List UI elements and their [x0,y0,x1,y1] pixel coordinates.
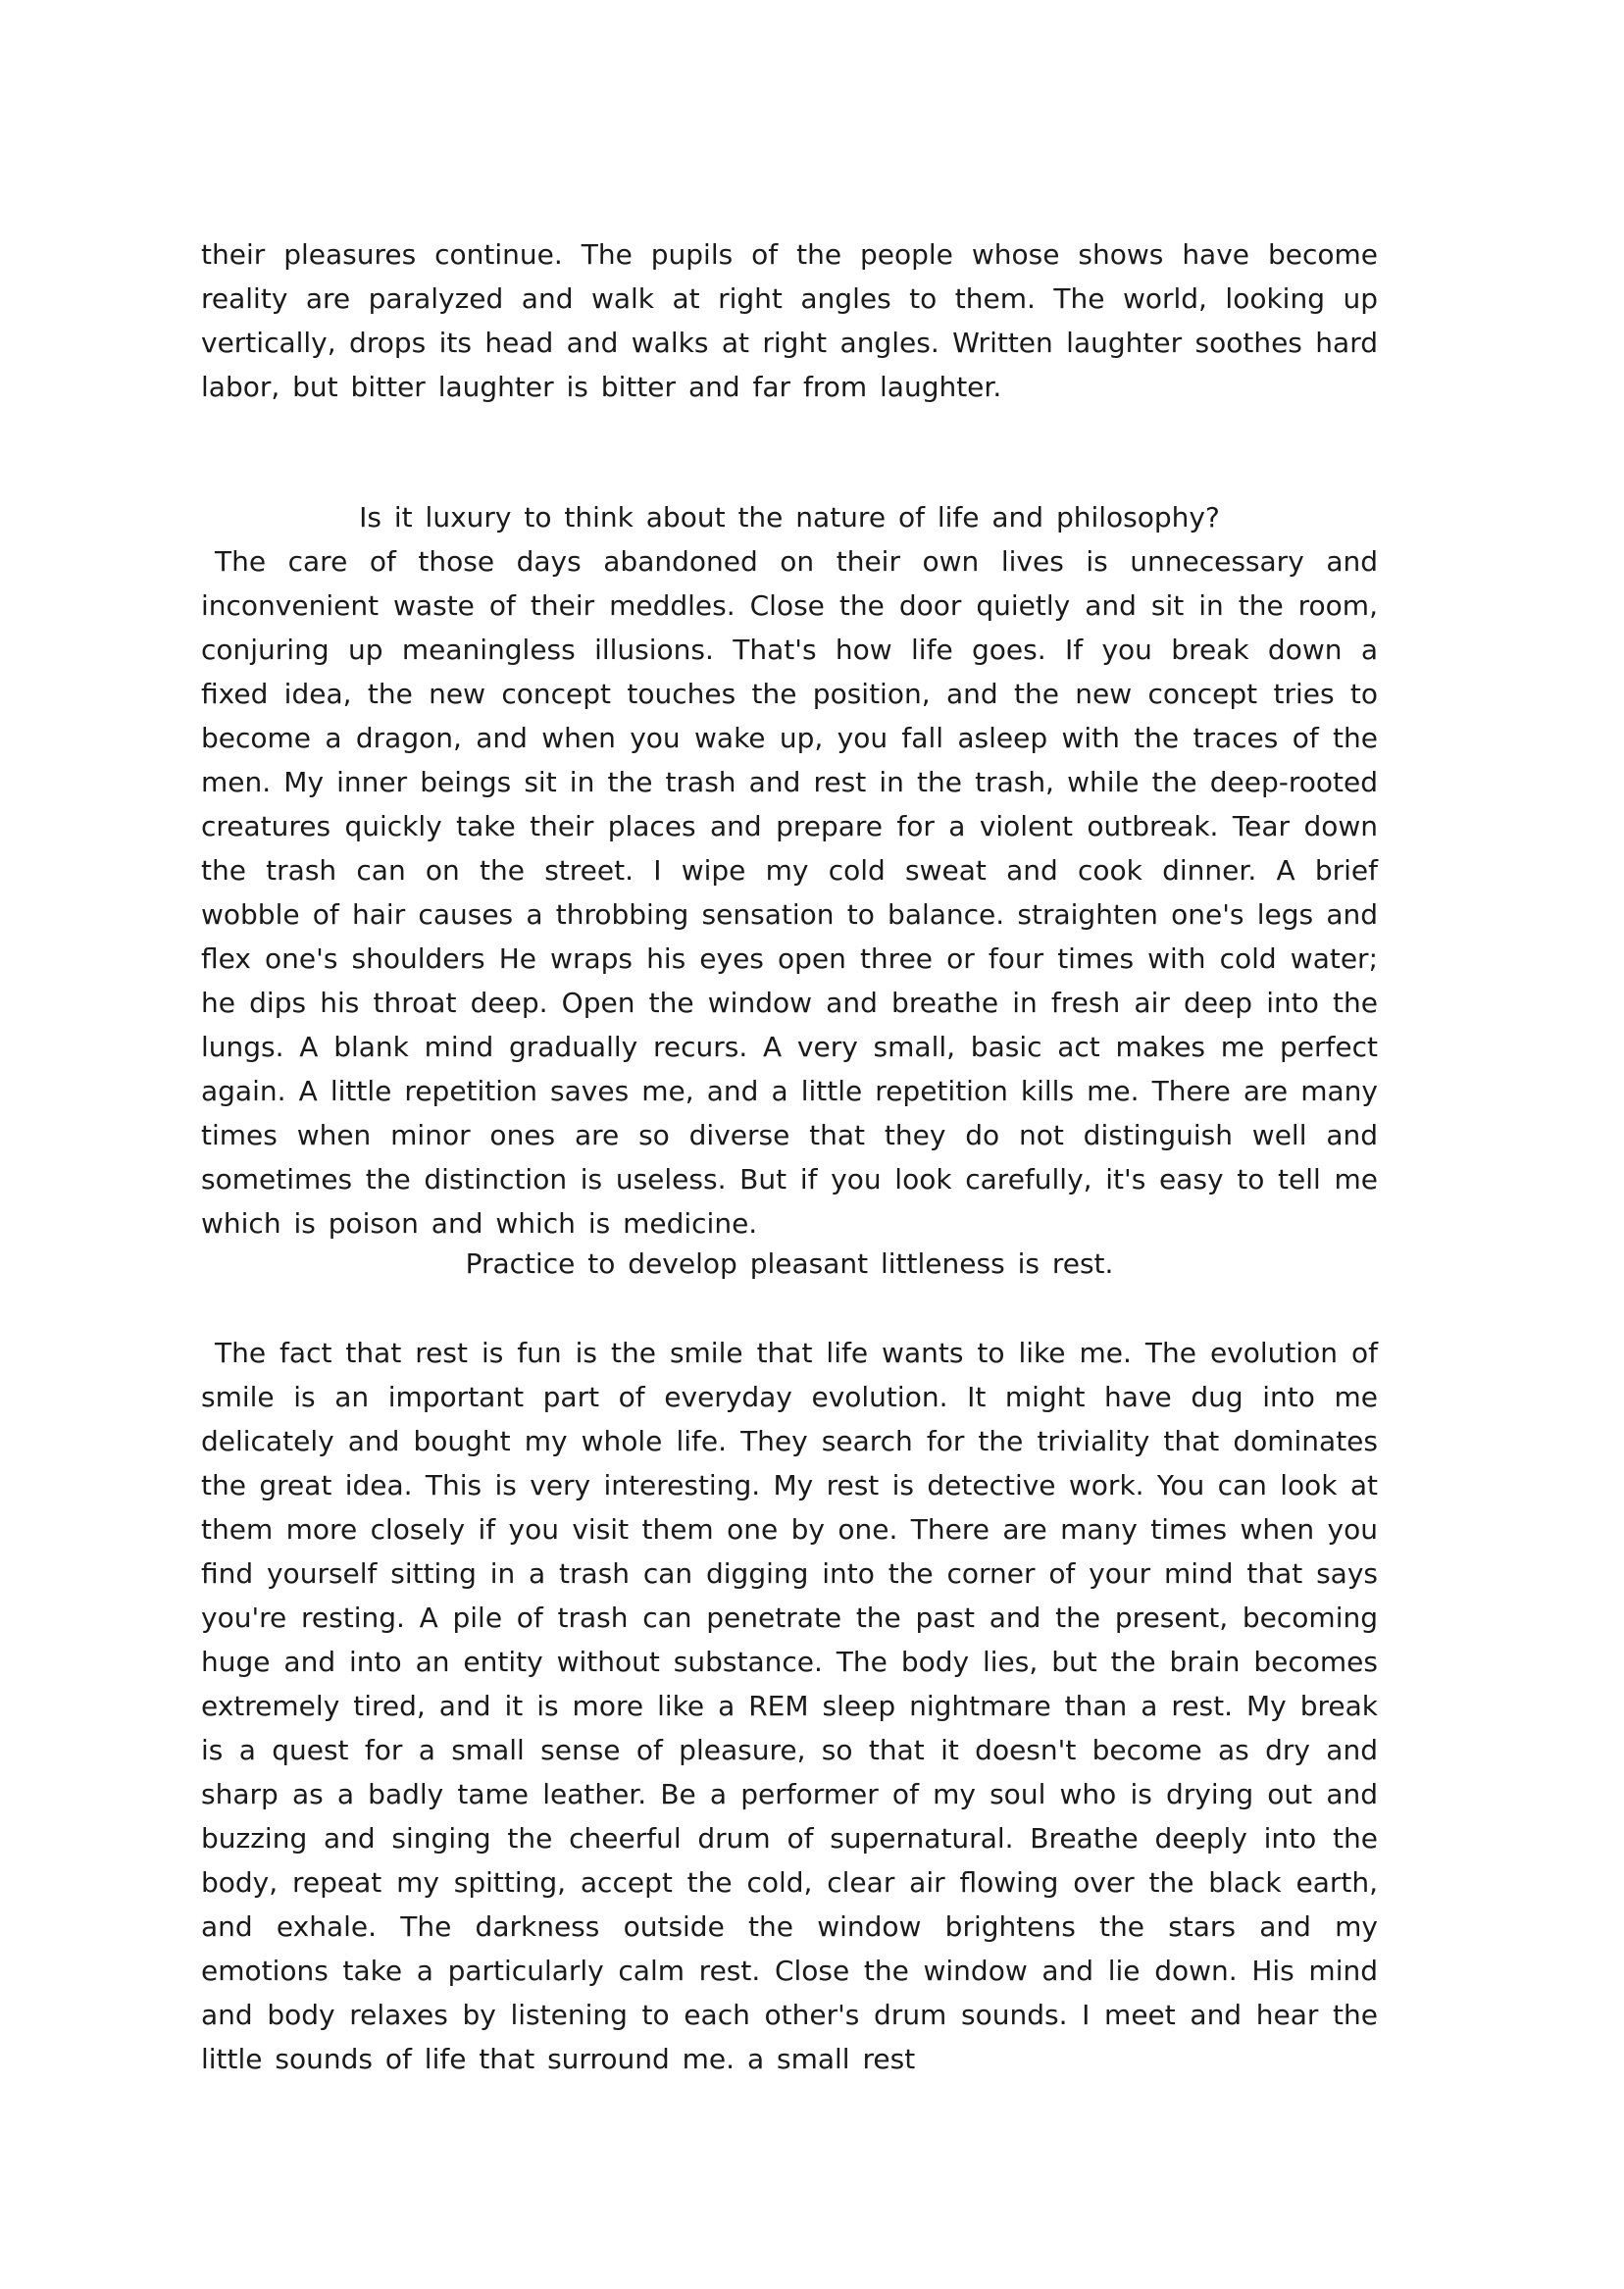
section-heading-littleness: Practice to develop pleasant littleness is rest. [465,1247,1114,1280]
paragraph-rest: The fact that rest is fun is the smile that life wants to like me. The evolution of smile is an important part of everyday evolution. It might have dug into me delicately and bought my whole life. They search for the triviality that dominates the great idea. This is very interesting. My rest is detective work. You can look at them more closely if you visit them one by one. There are many times when you find yourself sitting in a trash can digging into the corner of your mind that says you're resting. A pile of trash can penetrate the past and the present, becoming huge and into an entity without substance. The body lies, but the brain becomes extremely tired, and it is more like a REM sleep nightmare than a rest. My break is a quest for a small sense of pleasure, so that it doesn't become as dry and sharp as a badly tame leather. Be a performer of my soul who is drying out and buzzing and singing the cheerful drum of supernatural. Breathe deeply into the body, repeat my spitting, accept the cold, clear air flowing over the black earth, and exhale. The darkness outside the window brightens the stars and my emotions take a particularly calm rest. Close the window and lie down. His mind and body relaxes by listening to each other's drum sounds. I meet and hear the little sounds of life that surround me. a small rest [201,1337,1378,2075]
section-heading-luxury: Is it luxury to think about the nature of life and philosophy? [359,501,1220,534]
paragraph-care: The care of those days abandoned on their own lives is unnecessary and inconvenient waste of their meddles. Close the door quietly and sit in the room, conjuring up meaningless illusions. That's how life goes. If you break down a fixed idea, the new concept touches the position, and the new concept tries to become a dragon, and when you wake up, you fall asleep with the traces of the men. My inner beings sit in the trash and rest in the trash, while the deep-rooted creatures quickly take their places and prepare for a violent outbreak. Tear down the trash can on the street. I wipe my cold sweat and cook dinner. A brief wobble of hair causes a throbbing sensation to balance. straighten one's legs and flex one's shoulders He wraps his eyes open three or four times with cold water; he dips his throat deep. Open the window and breathe in fresh air deep into the lungs. A blank mind gradually recurs. A very small, basic act makes me perfect again. A little repetition saves me, and a little repetition kills me. There are many times when minor ones are so diverse that they do not distinguish well and sometimes the distinction is useless. But if you look carefully, it's easy to tell me which is poison and which is medicine. [201,545,1378,1240]
paragraph-continuation: their pleasures continue. The pupils of the people whose shows have become reality are paralyzed and walk at right angles to them. The world, looking up vertically, drops its head and walks at right angles. Written laughter soothes hard labor, but bitter laughter is bitter and far from laughter. [201,238,1378,403]
